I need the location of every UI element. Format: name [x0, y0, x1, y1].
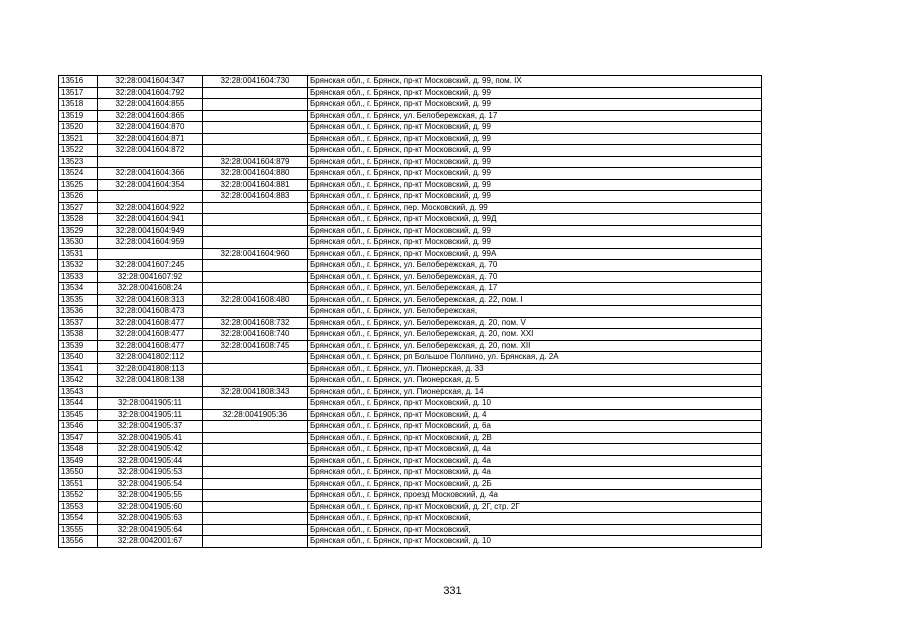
- row-number-cell: 13554: [59, 513, 98, 525]
- address-cell: Брянская обл., г. Брянск, проезд Московский, д. 4а: [308, 490, 762, 502]
- row-number-cell: 13550: [59, 467, 98, 479]
- cadastral-number-cell: 32:28:0041905:11: [98, 409, 203, 421]
- row-number-cell: 13520: [59, 122, 98, 134]
- table-row: [59, 225, 762, 237]
- row-number-cell: 13518: [59, 99, 98, 111]
- row-number-cell: 13529: [59, 225, 98, 237]
- row-number-cell: 13534: [59, 283, 98, 295]
- sub-cadastral-number-cell: 32:28:0041808:343: [203, 386, 308, 398]
- cadastral-number-cell: 32:28:0041604:949: [98, 225, 203, 237]
- address-cell: Брянская обл., г. Брянск, пр-кт Московский, д. 6а: [308, 421, 762, 433]
- table-row: [59, 478, 762, 490]
- row-number-cell: 13532: [59, 260, 98, 272]
- sub-cadastral-number-cell: 32:28:0041608:745: [203, 340, 308, 352]
- row-number-cell: 13522: [59, 145, 98, 157]
- address-cell: Брянская обл., г. Брянск, пр-кт Московский, д. 2Б: [308, 478, 762, 490]
- sub-cadastral-number-cell: [203, 478, 308, 490]
- row-number-cell: 13517: [59, 87, 98, 99]
- table-row: [59, 168, 762, 180]
- row-number-cell: 13523: [59, 156, 98, 168]
- cadastral-number-cell: 32:28:0041905:11: [98, 398, 203, 410]
- row-number-cell: 13538: [59, 329, 98, 341]
- cadastral-number-cell: 32:28:0041604:354: [98, 179, 203, 191]
- table-row: [59, 306, 762, 318]
- cadastral-number-cell: 32:28:0041604:870: [98, 122, 203, 134]
- address-cell: Брянская обл., г. Брянск, ул. Белобережская, д. 17: [308, 283, 762, 295]
- sub-cadastral-number-cell: [203, 467, 308, 479]
- row-number-cell: 13556: [59, 536, 98, 548]
- sub-cadastral-number-cell: [203, 122, 308, 134]
- sub-cadastral-number-cell: [203, 455, 308, 467]
- sub-cadastral-number-cell: [203, 398, 308, 410]
- sub-cadastral-number-cell: [203, 363, 308, 375]
- address-cell: Брянская обл., г. Брянск, ул. Белобережская, д. 17: [308, 110, 762, 122]
- row-number-cell: 13533: [59, 271, 98, 283]
- row-number-cell: 13519: [59, 110, 98, 122]
- cadastral-number-cell: 32:28:0041604:871: [98, 133, 203, 145]
- page-number: 331: [443, 585, 462, 597]
- address-cell: Брянская обл., г. Брянск, пр-кт Московский, д. 2Г, стр. 2Г: [308, 501, 762, 513]
- cadastral-number-cell: 32:28:0041905:54: [98, 478, 203, 490]
- table-row: [59, 444, 762, 456]
- row-number-cell: 13548: [59, 444, 98, 456]
- table-row: [59, 214, 762, 226]
- table-row: [59, 340, 762, 352]
- address-cell: Брянская обл., г. Брянск, ул. Белобережская, д. 20, пом. XII: [308, 340, 762, 352]
- sub-cadastral-number-cell: [203, 110, 308, 122]
- table-row: [59, 294, 762, 306]
- cadastral-number-cell: 32:28:0041604:347: [98, 76, 203, 88]
- address-cell: Брянская обл., г. Брянск, ул. Белобережская, д. 22, пом. I: [308, 294, 762, 306]
- sub-cadastral-number-cell: [203, 87, 308, 99]
- address-cell: Брянская обл., г. Брянск, рп Большое Полпино, ул. Брянская, д. 2А: [308, 352, 762, 364]
- cadastral-number-cell: [98, 248, 203, 260]
- cadastral-number-cell: 32:28:0041604:959: [98, 237, 203, 249]
- row-number-cell: 13516: [59, 76, 98, 88]
- sub-cadastral-number-cell: 32:28:0041608:732: [203, 317, 308, 329]
- cadastral-number-cell: [98, 386, 203, 398]
- address-cell: Брянская обл., г. Брянск, ул. Белобережская, д. 70: [308, 271, 762, 283]
- table-row: [59, 329, 762, 341]
- table-row: [59, 455, 762, 467]
- address-cell: Брянская обл., г. Брянск, ул. Пионерская, д. 14: [308, 386, 762, 398]
- cadastral-number-cell: 32:28:0041802:112: [98, 352, 203, 364]
- table-row: [59, 513, 762, 525]
- address-cell: Брянская обл., г. Брянск, пр-кт Московский, д. 99Д: [308, 214, 762, 226]
- row-number-cell: 13549: [59, 455, 98, 467]
- row-number-cell: 13525: [59, 179, 98, 191]
- sub-cadastral-number-cell: [203, 202, 308, 214]
- address-cell: Брянская обл., г. Брянск, ул. Пионерская, д. 33: [308, 363, 762, 375]
- table-row: [59, 490, 762, 502]
- address-cell: Брянская обл., г. Брянск, пр-кт Московский, д. 2В: [308, 432, 762, 444]
- row-number-cell: 13542: [59, 375, 98, 387]
- address-cell: Брянская обл., г. Брянск, пр-кт Московский, д. 99: [308, 237, 762, 249]
- address-cell: Брянская обл., г. Брянск, пр-кт Московский, д. 4а: [308, 455, 762, 467]
- sub-cadastral-number-cell: [203, 421, 308, 433]
- cadastral-number-cell: 32:28:0041608:313: [98, 294, 203, 306]
- row-number-cell: 13537: [59, 317, 98, 329]
- table-row: [59, 122, 762, 134]
- cadastral-number-cell: [98, 156, 203, 168]
- sub-cadastral-number-cell: 32:28:0041604:730: [203, 76, 308, 88]
- cadastral-number-cell: 32:28:0041607:92: [98, 271, 203, 283]
- sub-cadastral-number-cell: [203, 501, 308, 513]
- row-number-cell: 13528: [59, 214, 98, 226]
- address-cell: Брянская обл., г. Брянск, пр-кт Московский, д. 99, пом. IX: [308, 76, 762, 88]
- row-number-cell: 13541: [59, 363, 98, 375]
- row-number-cell: 13540: [59, 352, 98, 364]
- row-number-cell: 13555: [59, 524, 98, 536]
- sub-cadastral-number-cell: 32:28:0041604:881: [203, 179, 308, 191]
- address-cell: Брянская обл., г. Брянск, пр-кт Московский, д. 99: [308, 122, 762, 134]
- row-number-cell: 13552: [59, 490, 98, 502]
- sub-cadastral-number-cell: [203, 306, 308, 318]
- table-row: [59, 409, 762, 421]
- sub-cadastral-number-cell: [203, 536, 308, 548]
- address-cell: Брянская обл., г. Брянск, пр-кт Московский, д. 99: [308, 179, 762, 191]
- sub-cadastral-number-cell: 32:28:0041604:880: [203, 168, 308, 180]
- table-row: [59, 501, 762, 513]
- table-row: [59, 260, 762, 272]
- table-row: [59, 524, 762, 536]
- sub-cadastral-number-cell: [203, 214, 308, 226]
- address-cell: Брянская обл., г. Брянск, пр-кт Московский, д. 99: [308, 191, 762, 203]
- cadastral-number-cell: 32:28:0042001:67: [98, 536, 203, 548]
- cadastral-number-cell: 32:28:0041608:24: [98, 283, 203, 295]
- table-row: [59, 87, 762, 99]
- address-cell: Брянская обл., г. Брянск, пр-кт Московский, д. 99: [308, 133, 762, 145]
- sub-cadastral-number-cell: [203, 133, 308, 145]
- table-row: [59, 202, 762, 214]
- table-row: [59, 99, 762, 111]
- cadastral-number-cell: 32:28:0041604:865: [98, 110, 203, 122]
- table-row: [59, 145, 762, 157]
- table-row: [59, 76, 762, 88]
- row-number-cell: 13531: [59, 248, 98, 260]
- table-row: [59, 421, 762, 433]
- sub-cadastral-number-cell: [203, 444, 308, 456]
- sub-cadastral-number-cell: [203, 283, 308, 295]
- row-number-cell: 13530: [59, 237, 98, 249]
- sub-cadastral-number-cell: [203, 432, 308, 444]
- address-cell: Брянская обл., г. Брянск, ул. Белобережская, д. 20, пом. V: [308, 317, 762, 329]
- table-row: [59, 191, 762, 203]
- table-row: [59, 363, 762, 375]
- sub-cadastral-number-cell: [203, 271, 308, 283]
- cadastral-number-cell: 32:28:0041905:60: [98, 501, 203, 513]
- sub-cadastral-number-cell: [203, 225, 308, 237]
- address-cell: Брянская обл., г. Брянск, пер. Московский, д. 99: [308, 202, 762, 214]
- table-row: [59, 156, 762, 168]
- address-cell: Брянская обл., г. Брянск, пр-кт Московский, д. 99: [308, 156, 762, 168]
- address-cell: Брянская обл., г. Брянск, пр-кт Московский,: [308, 524, 762, 536]
- table-row: [59, 248, 762, 260]
- table-row: [59, 283, 762, 295]
- cadastral-number-cell: 32:28:0041905:41: [98, 432, 203, 444]
- address-cell: Брянская обл., г. Брянск, пр-кт Московский, д. 4а: [308, 444, 762, 456]
- table-row: [59, 536, 762, 548]
- cadastral-number-cell: 32:28:0041905:44: [98, 455, 203, 467]
- sub-cadastral-number-cell: 32:28:0041608:740: [203, 329, 308, 341]
- table-row: [59, 352, 762, 364]
- table-row: [59, 375, 762, 387]
- cadastral-number-cell: 32:28:0041604:792: [98, 87, 203, 99]
- sub-cadastral-number-cell: [203, 145, 308, 157]
- table-row: [59, 398, 762, 410]
- row-number-cell: 13544: [59, 398, 98, 410]
- address-cell: Брянская обл., г. Брянск, пр-кт Московский, д. 10: [308, 398, 762, 410]
- address-cell: Брянская обл., г. Брянск, ул. Белобережская,: [308, 306, 762, 318]
- cadastral-number-cell: 32:28:0041808:113: [98, 363, 203, 375]
- cadastral-number-cell: 32:28:0041604:922: [98, 202, 203, 214]
- sub-cadastral-number-cell: 32:28:0041604:879: [203, 156, 308, 168]
- table-row: [59, 432, 762, 444]
- cadastral-number-cell: 32:28:0041608:473: [98, 306, 203, 318]
- cadastral-number-cell: 32:28:0041608:477: [98, 340, 203, 352]
- cadastral-number-cell: 32:28:0041608:477: [98, 317, 203, 329]
- table-row: [59, 237, 762, 249]
- address-cell: Брянская обл., г. Брянск, пр-кт Московский, д. 99: [308, 99, 762, 111]
- table-row: [59, 386, 762, 398]
- sub-cadastral-number-cell: [203, 260, 308, 272]
- row-number-cell: 13535: [59, 294, 98, 306]
- address-cell: Брянская обл., г. Брянск, пр-кт Московский, д. 4а: [308, 467, 762, 479]
- address-cell: Брянская обл., г. Брянск, пр-кт Московский, д. 10: [308, 536, 762, 548]
- sub-cadastral-number-cell: 32:28:0041604:960: [203, 248, 308, 260]
- address-cell: Брянская обл., г. Брянск, пр-кт Московский, д. 99: [308, 87, 762, 99]
- address-cell: Брянская обл., г. Брянск, пр-кт Московский, д. 99: [308, 168, 762, 180]
- row-number-cell: 13545: [59, 409, 98, 421]
- cadastral-number-cell: 32:28:0041905:53: [98, 467, 203, 479]
- cadastral-number-cell: 32:28:0041905:42: [98, 444, 203, 456]
- cadastral-number-cell: 32:28:0041905:37: [98, 421, 203, 433]
- table-row: [59, 179, 762, 191]
- row-number-cell: 13543: [59, 386, 98, 398]
- registry-table: [58, 75, 762, 548]
- sub-cadastral-number-cell: [203, 375, 308, 387]
- cadastral-number-cell: [98, 191, 203, 203]
- row-number-cell: 13524: [59, 168, 98, 180]
- table-row: [59, 317, 762, 329]
- cadastral-number-cell: 32:28:0041604:872: [98, 145, 203, 157]
- cadastral-number-cell: 32:28:0041905:63: [98, 513, 203, 525]
- address-cell: Брянская обл., г. Брянск, пр-кт Московский, д. 99: [308, 225, 762, 237]
- cadastral-number-cell: 32:28:0041604:366: [98, 168, 203, 180]
- row-number-cell: 13526: [59, 191, 98, 203]
- address-cell: Брянская обл., г. Брянск, пр-кт Московский, д. 4: [308, 409, 762, 421]
- cadastral-number-cell: 32:28:0041604:941: [98, 214, 203, 226]
- row-number-cell: 13546: [59, 421, 98, 433]
- address-cell: Брянская обл., г. Брянск, пр-кт Московский,: [308, 513, 762, 525]
- table-row: [59, 133, 762, 145]
- sub-cadastral-number-cell: [203, 352, 308, 364]
- cadastral-number-cell: 32:28:0041604:855: [98, 99, 203, 111]
- row-number-cell: 13553: [59, 501, 98, 513]
- address-cell: Брянская обл., г. Брянск, ул. Белобережская, д. 70: [308, 260, 762, 272]
- cadastral-number-cell: 32:28:0041905:64: [98, 524, 203, 536]
- sub-cadastral-number-cell: 32:28:0041604:883: [203, 191, 308, 203]
- cadastral-number-cell: 32:28:0041607:245: [98, 260, 203, 272]
- sub-cadastral-number-cell: [203, 99, 308, 111]
- address-cell: Брянская обл., г. Брянск, ул. Пионерская, д. 5: [308, 375, 762, 387]
- row-number-cell: 13536: [59, 306, 98, 318]
- sub-cadastral-number-cell: [203, 524, 308, 536]
- cadastral-number-cell: 32:28:0041808:138: [98, 375, 203, 387]
- cadastral-number-cell: 32:28:0041608:477: [98, 329, 203, 341]
- sub-cadastral-number-cell: [203, 490, 308, 502]
- table-row: [59, 467, 762, 479]
- address-cell: Брянская обл., г. Брянск, пр-кт Московский, д. 99А: [308, 248, 762, 260]
- table-row: [59, 110, 762, 122]
- sub-cadastral-number-cell: 32:28:0041905:36: [203, 409, 308, 421]
- row-number-cell: 13521: [59, 133, 98, 145]
- address-cell: Брянская обл., г. Брянск, ул. Белобережская, д. 20, пом. XXI: [308, 329, 762, 341]
- sub-cadastral-number-cell: [203, 237, 308, 249]
- row-number-cell: 13547: [59, 432, 98, 444]
- registry-table-body: [59, 76, 762, 548]
- address-cell: Брянская обл., г. Брянск, пр-кт Московский, д. 99: [308, 145, 762, 157]
- row-number-cell: 13527: [59, 202, 98, 214]
- sub-cadastral-number-cell: [203, 513, 308, 525]
- sub-cadastral-number-cell: 32:28:0041608:480: [203, 294, 308, 306]
- row-number-cell: 13539: [59, 340, 98, 352]
- row-number-cell: 13551: [59, 478, 98, 490]
- cadastral-number-cell: 32:28:0041905:55: [98, 490, 203, 502]
- table-row: [59, 271, 762, 283]
